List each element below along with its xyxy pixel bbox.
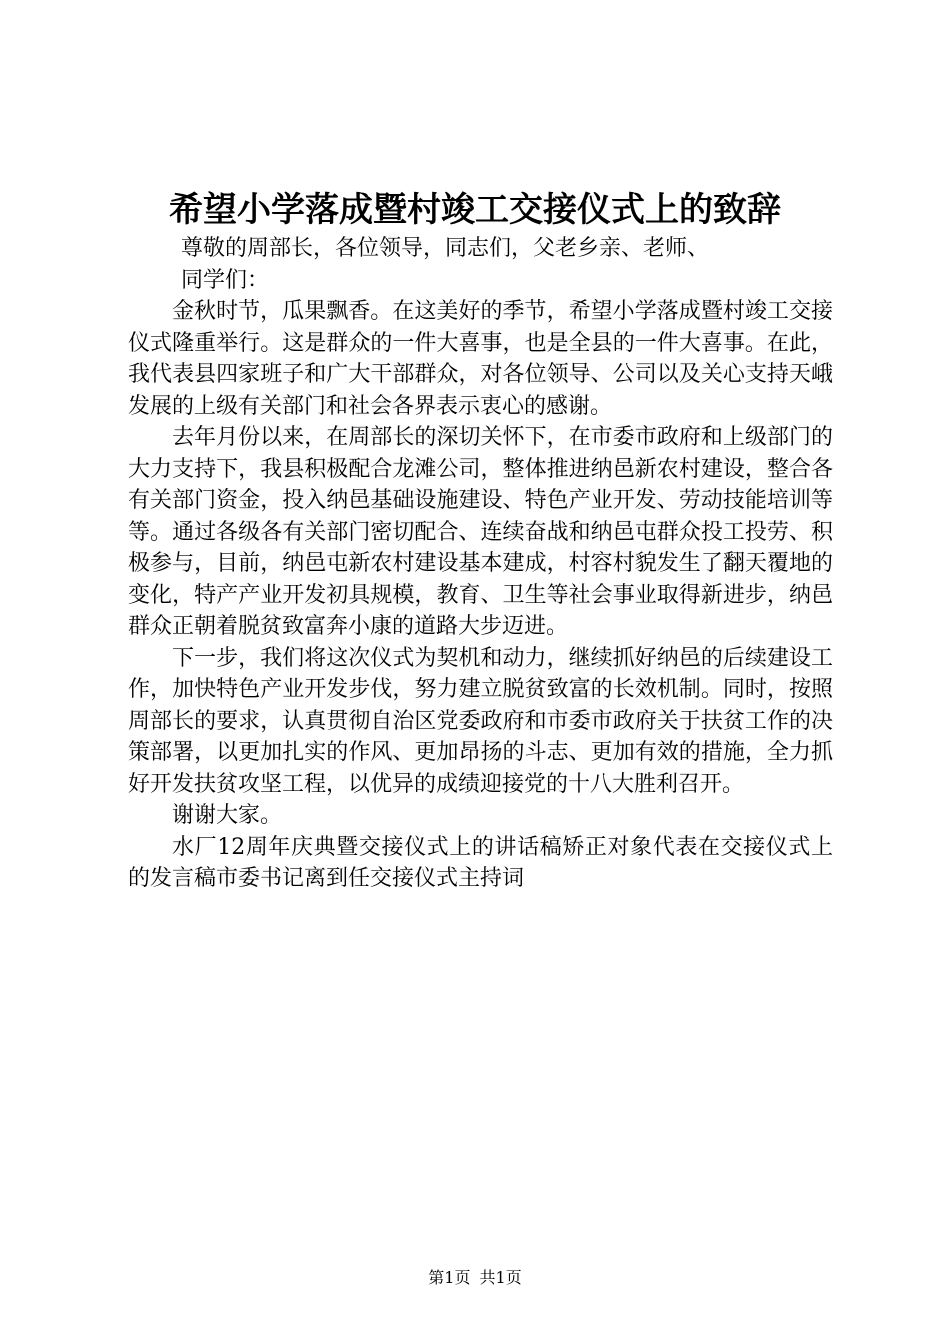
- page-footer: [0, 1267, 950, 1289]
- paragraph: 金秋时节，瓜果飘香。在这美好的季节，希望小学落成暨村竣工交接仪式隆重举行。这是群众的一件大喜事，也是全县的一件大喜事。在此，我代表县四家班子和广大干部群众，对各位领导、公司以及关心支持天峨发展的上级有关部门和社会各界表示衷心的感谢。: [128, 299, 833, 419]
- page-number: 第1页: [428, 1268, 471, 1287]
- salutation-line: 同学们：: [181, 267, 270, 293]
- paragraph: 谢谢大家。: [172, 803, 283, 828]
- document-body: [128, 296, 833, 895]
- paragraph: 水厂12周年庆典暨交接仪式上的讲话稿矫正对象代表在交接仪式上的发言稿市委书记离到任交接仪式主持词: [128, 834, 833, 891]
- paragraph: 去年月份以来，在周部长的深切关怀下，在市委市政府和上级部门的大力支持下，我县积极配合龙滩公司，整体推进纳邑新农村建设，整合各有关部门资金，投入纳邑基础设施建设、特色产业开发、劳动技能培训等等。通过各级各有关部门密切配合、连续奋战和纳邑屯群众投工投劳、积极参与，目前，纳邑屯新农村建设基本建成，村容村貌发生了翻天覆地的变化，特产产业开发初具规模，教育、卫生等社会事业取得新进步，纳邑群众正朝着脱贫致富奔小康的道路大步迈进。: [128, 425, 833, 639]
- salutation: [181, 233, 821, 296]
- salutation-line: 尊敬的周部长，各位领导，同志们，父老乡亲、老师、: [181, 236, 710, 261]
- page-total: 共1页: [479, 1268, 522, 1287]
- document-title: 希望小学落成暨村竣工交接仪式上的致辞: [169, 190, 781, 230]
- paragraph: 下一步，我们将这次仪式为契机和动力，继续抓好纳邑的后续建设工作，加快特色产业开发步伐，努力建立脱贫致富的长效机制。同时，按照周部长的要求，认真贯彻自治区党委政府和市委市政府关于扶贫工作的决策部署，以更加扎实的作风、更加昂扬的斗志、更加有效的措施，全力抓好开发扶贫攻坚工程，以优异的成绩迎接党的十八大胜利召开。: [128, 645, 833, 797]
